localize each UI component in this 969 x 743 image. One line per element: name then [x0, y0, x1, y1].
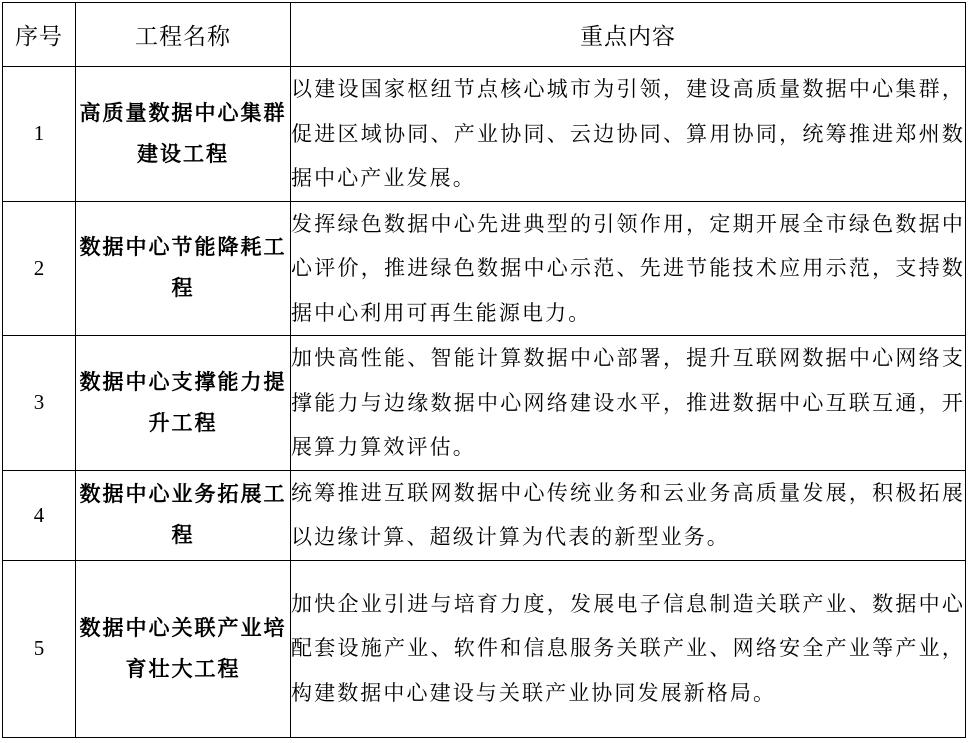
row-number: 2: [3, 201, 76, 336]
project-table: [2, 2, 966, 738]
project-content: 加快高性能、智能计算数据中心部署，提升互联网数据中心网络支撑能力与边缘数据中心网络建设水平，推进数据中心互联互通，开展算力算效评估。: [291, 336, 966, 471]
project-content: 加快企业引进与培育力度，发展电子信息制造关联产业、数据中心配套设施产业、软件和信息服务关联产业、网络安全产业等产业，构建数据中心建设与关联产业协同发展新格局。: [291, 560, 966, 737]
table-row: [3, 336, 966, 471]
header-content: 重点内容: [291, 3, 966, 67]
project-name: 数据中心关联产业培育壮大工程: [76, 560, 291, 737]
project-name: 数据中心支撑能力提升工程: [76, 336, 291, 471]
project-content: 以建设国家枢纽节点核心城市为引领，建设高质量数据中心集群，促进区域协同、产业协同、云边协同、算用协同，统筹推进郑州数据中心产业发展。: [291, 67, 966, 202]
row-number: 5: [3, 560, 76, 737]
header-no: 序号: [3, 3, 76, 67]
table-row: [3, 67, 966, 202]
project-name: 高质量数据中心集群建设工程: [76, 67, 291, 202]
row-number: 1: [3, 67, 76, 202]
project-name: 数据中心节能降耗工程: [76, 201, 291, 336]
project-content: 发挥绿色数据中心先进典型的引领作用，定期开展全市绿色数据中心评价，推进绿色数据中心示范、先进节能技术应用示范，支持数据中心利用可再生能源电力。: [291, 201, 966, 336]
table-header-row: [3, 3, 966, 67]
table-row: [3, 201, 966, 336]
row-number: 4: [3, 470, 76, 560]
header-name: 工程名称: [76, 3, 291, 67]
row-number: 3: [3, 336, 76, 471]
project-content: 统筹推进互联网数据中心传统业务和云业务高质量发展，积极拓展以边缘计算、超级计算为代表的新型业务。: [291, 470, 966, 560]
project-name: 数据中心业务拓展工程: [76, 470, 291, 560]
table-row: [3, 560, 966, 737]
table-row: [3, 470, 966, 560]
